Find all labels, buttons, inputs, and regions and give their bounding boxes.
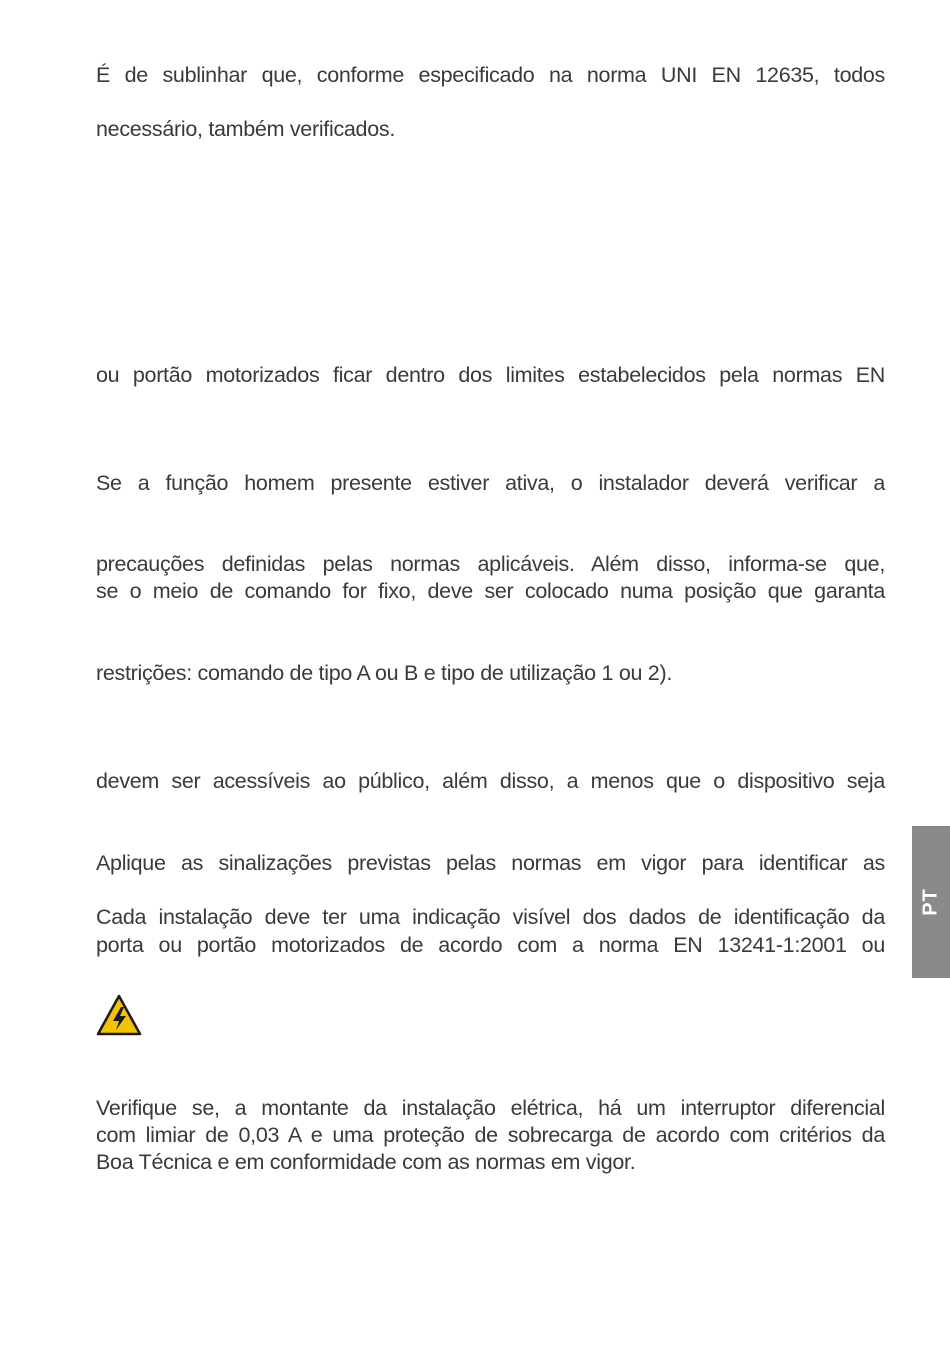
text-line: É de sublinhar que, conforme especificado na norma UNI EN 12635, todos	[96, 63, 885, 87]
text-line: Cada instalação deve ter uma indicação visível dos dados de identificação da	[96, 905, 885, 929]
text-line: necessário, também verificados.	[96, 117, 395, 141]
electrical-hazard-icon	[96, 994, 142, 1036]
text-line: porta ou portão motorizados de acordo com a norma EN 13241-1:2001 ou	[96, 933, 885, 957]
text-line: Aplique as sinalizações previstas pelas normas em vigor para identificar as	[96, 851, 885, 875]
text-line: ou portão motorizados ficar dentro dos limites estabelecidos pela normas EN	[96, 363, 885, 387]
text-line: Verifique se, a montante da instalação elétrica, há um interruptor diferencial	[96, 1096, 885, 1120]
text-line: Boa Técnica e em conformidade com as normas em vigor.	[96, 1150, 636, 1174]
language-tab-label: PT	[919, 888, 942, 916]
text-line: Se a função homem presente estiver ativa, o instalador deverá verificar a	[96, 471, 885, 495]
text-line: devem ser acessíveis ao público, além disso, a menos que o dispositivo seja	[96, 769, 885, 793]
text-line: se o meio de comando for fixo, deve ser colocado numa posição que garanta	[96, 579, 885, 603]
language-tab	[912, 826, 950, 978]
text-line: restrições: comando de tipo A ou B e tipo de utilização 1 ou 2).	[96, 661, 672, 685]
text-line: precauções definidas pelas normas aplicáveis. Além disso, informa-se que,	[96, 552, 885, 576]
text-line: com limiar de 0,03 A e uma proteção de sobrecarga de acordo com critérios da	[96, 1123, 885, 1147]
